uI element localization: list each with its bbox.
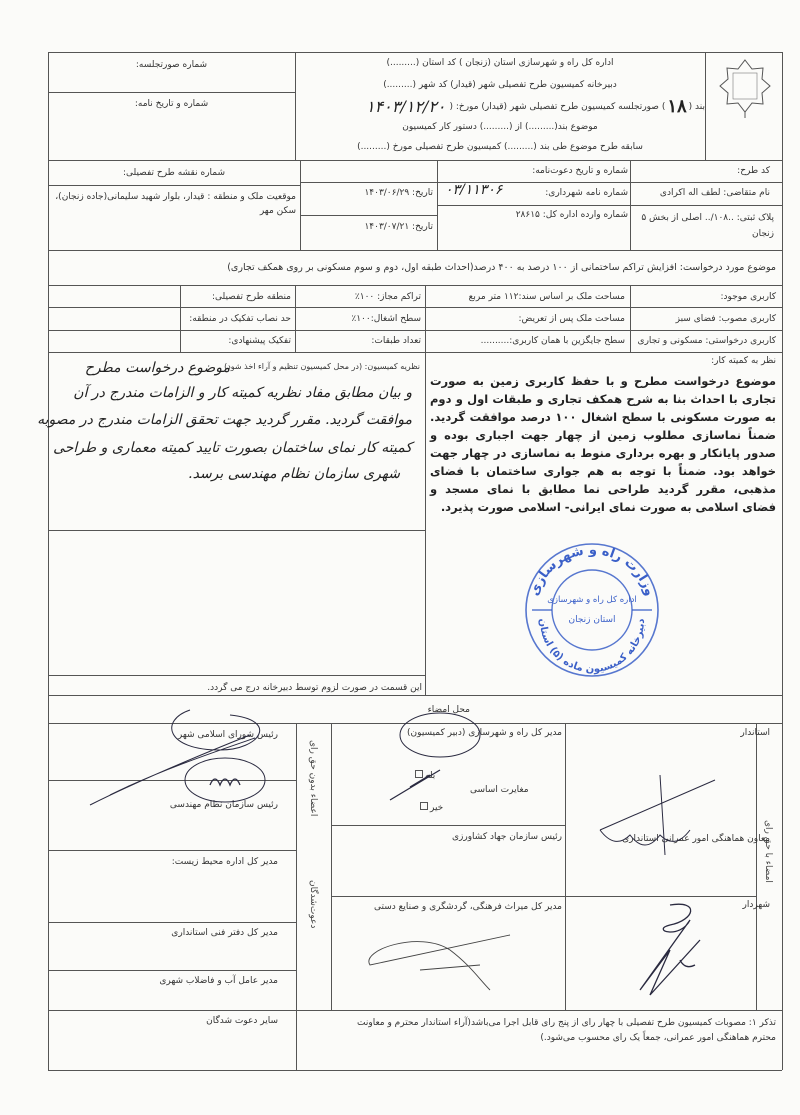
handwritten-line: کمیته کار نمای ساختمان بصورت تایید کمیته معماری و طراحی [53, 440, 412, 456]
stamp-inner-text-2: استان زنجان [568, 615, 616, 625]
deputy-label: معاون هماهنگی امور عمرانی استانداری [622, 834, 770, 844]
mayor-label: شهردار [742, 900, 770, 910]
floor-count: تعداد طبقات: [371, 336, 421, 346]
yes-label: بله [425, 771, 436, 781]
occupancy-level: سطح اشغال:۱۰۰٪ [351, 314, 421, 324]
incoming-number: شماره وارده اداره کل: ۲۸۶۱۵ [515, 210, 628, 220]
signature-header: محل امضاء [427, 705, 470, 715]
invitation-label: شماره و تاریخ دعوت‌نامه: [532, 166, 628, 176]
other-invited-label: سایر دعوت شدگان [206, 1016, 278, 1026]
water-label: مدیر عامل آب و فاضلاب شهری [159, 976, 278, 986]
signature-road-director-icon [380, 715, 490, 805]
working-committee-text: موضوع درخواست مطرح و با حفظ کاربری زمین به صورت تجاری با احداث بنا به شرح همکف تجاری و طبقات اول و دوم به صورت مسکونی با سطح اشغال ۱۰۰ درصد موافقت گردید. ضمناً نماسازی مطلوب زمین از چهار جهت اجباری بوده و صدور پایانکار و بهره برداری منوط به نماسازی در چهار جهت خواهد بود. ضمناً با توجه به هم جواری ساختمان با فضای مذهبی، مقرر گردید طراحی نما مطابق با نمای مسجد و فضای اسلامی به صورت نمای ایرانی- اسلامی صورت پذیرد. [430, 374, 776, 514]
environment-label: مدیر کل اداره محیط زیست: [171, 857, 278, 867]
signature-deputy-icon [590, 770, 720, 860]
detail-map-number-label: شماره نقشه طرح تفصیلی: [122, 168, 226, 178]
allowed-density: تراکم مجاز: ۱۰۰٪ [354, 292, 421, 302]
logo-emblem-icon [718, 58, 772, 118]
road-director-label: مدیر کل راه و شهرسازی (دبیر کمیسیون) [407, 728, 562, 738]
header-line-1: اداره کل راه و شهرسازی استان (زنجان ) کد استان (.........) [386, 58, 614, 68]
header-line-5: سابقه طرح موضوع طی بند (.........) کمیسیون طرح تفصیلی مورخ (.........) [357, 142, 643, 152]
request-subject: موضوع مورد درخواست: افزایش تراکم ساختمانی از ۱۰۰ درصد به ۴۰۰ درصد(احداث طبقه اول، دوم و سوم مسکونی بر روی همکف تجاری) [227, 262, 776, 273]
area-by-deed: مساحت ملک بر اساس سند:۱۱۲ متر مربع [468, 292, 625, 302]
heritage-label: مدیر کل میراث فرهنگی، گردشگری و صنایع دستی [373, 902, 562, 912]
commission-opinion-label: نظریه کمیسیون: (در محل کمیسیون تنظیم و آراء اخذ شود) [224, 362, 420, 371]
note-text: تذکر ۱: مصوبات کمیسیون طرح تفصیلی با چهار رای از پنج رای قابل اجرا می‌باشد(آراء استاندار محترم و معاونت محترم هماهنگی امور عمرانی، جمعاً یک رای محسوب می‌شود.) [357, 1018, 776, 1043]
header-line-4: موضوع بند(.........) از (.........) دستور کار کمیسیون [402, 122, 598, 132]
applicant-name: نام متقاضی: لطف اله اکرادی [659, 188, 770, 198]
engineering-label: رئیس سازمان نظام مهندسی [169, 800, 278, 810]
svg-text:دبیرخانه کمیسیون ماده (۵) استا [537, 618, 647, 675]
handwritten-line: موافقت گردید. مقرر گردید جهت تحقق الزامات مندرج در مصوبه [37, 412, 412, 428]
municipality-letter-label: شماره نامه شهرداری: [545, 188, 628, 198]
nonvoting-members-label: اعضاء بدون حق رای [308, 740, 318, 817]
official-stamp [522, 540, 662, 680]
voting-members-label: امضاء با حق رای [763, 820, 773, 883]
detail-plan-zone: منطقه طرح تفصیلی: [211, 292, 291, 302]
replacement-area: سطح جایگزین با همان کاربری:.......... [480, 336, 625, 346]
item-mid: ) صورتجلسه کمیسیون طرح تفصیلی شهر (قیدار) مورخ: ( [449, 101, 666, 112]
header-line-3 [300, 96, 705, 117]
invitation-date: تاریخ: ۱۴۰۳/۰۶/۲۹ [364, 188, 433, 198]
stamp-outer-text: وزارت راه و شهرسازی [526, 542, 657, 598]
stamp-bottom-text: دبیرخانه کمیسیون ماده (۵) استان [536, 618, 648, 676]
technical-office-label: مدیر کل دفتر فنی استانداری [171, 928, 278, 938]
agriculture-label: رئیس سازمان جهاد کشاورزی [451, 832, 562, 842]
header-line-2: دبیرخانه کمیسیون طرح تفصیلی شهر (قیدار) کد شهر (.........) [383, 80, 617, 90]
existing-use: کاربری موجود: [720, 292, 776, 302]
area-after-widening: مساحت ملک پس از تعریض: [518, 314, 625, 324]
requested-use: کاربری درخواستی: مسکونی و تجاری [637, 336, 776, 346]
municipality-letter-number: ۰۳/۱۱۳۰۶ [445, 182, 503, 198]
plan-code-label: کد طرح: [737, 166, 770, 176]
handwritten-session-date: ۱۴۰۳/۱۲/۲۰ [365, 97, 446, 116]
stamp-inner-text-1: اداره کل راه و شهرسازی [547, 595, 637, 605]
handwritten-line: موضوع درخواست مطرح [84, 360, 230, 376]
proposed-subdivision: تفکیک پیشنهادی: [228, 336, 291, 346]
governor-label: استاندار [740, 728, 770, 738]
signature-heritage-icon [360, 920, 520, 1000]
council-label: رئیس شورای اسلامی شهر [177, 730, 278, 740]
handwritten-line: و بیان مطابق مفاد نظریه کمیته کار و الزامات مندرج در آن [73, 385, 412, 401]
item-number: ۱۸ [667, 96, 687, 117]
signature-mayor-icon [610, 890, 720, 1000]
secretariat-note: این قسمت در صورت لزوم توسط دبیرخانه درج می گردد. [207, 683, 422, 693]
property-location: موقعیت ملک و منطقه : قیدار، بلوار شهید سلیمانی(جاده زنجان)، سکن مهر [55, 192, 296, 216]
working-committee-label: نظر به کمیته کار: [711, 356, 776, 366]
handwritten-line: شهری سازمان نظام مهندسی برسد. [188, 466, 400, 482]
item-prefix: بند ( [688, 101, 705, 112]
stamp-seal-icon [522, 540, 662, 680]
mismatch-label: مغایرت اساسی [470, 785, 529, 795]
approved-use: کاربری مصوب: فضای سبز [675, 314, 776, 324]
header-logo [718, 58, 772, 118]
invited-members-label: دعوت‌شدگان [308, 880, 318, 929]
signature-council-icon [80, 700, 300, 810]
subdivision-minimum: حد نصاب تفکیک در منطقه: [189, 314, 291, 324]
no-label: خیر [430, 803, 444, 813]
minutes-number-field: شماره صورتجلسه: [135, 60, 208, 70]
registration-plot: پلاک ثبتی: ..۱۰۸/.. اصلی از بخش ۵ زنجان [641, 213, 774, 239]
incoming-date: تاریخ: ۱۴۰۳/۰۷/۲۱ [364, 222, 433, 232]
letter-number-date-field: شماره و تاریخ نامه: [134, 99, 209, 109]
